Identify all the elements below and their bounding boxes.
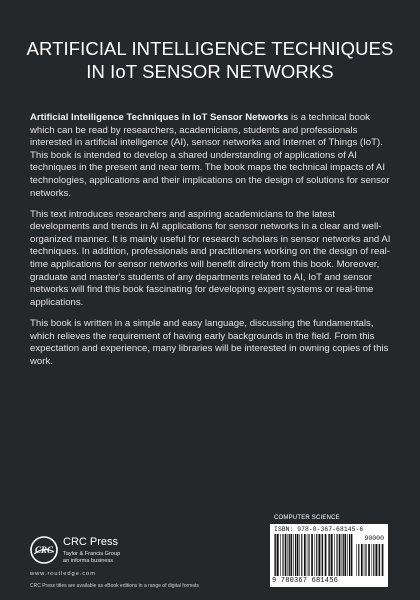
- publisher-tagline: an informa business: [63, 558, 114, 565]
- publisher-group: Taylor & Francis Group: [63, 551, 121, 557]
- book-description: [30, 112, 391, 377]
- isbn-barcode: [270, 524, 388, 587]
- price-barcode-bars-icon: [356, 544, 384, 576]
- title-line-2: IN IoT SENSOR NETWORKS: [86, 61, 334, 82]
- isbn-label: ISBN: 978-0-367-68145-6: [274, 526, 364, 533]
- publisher-subtitle: [63, 551, 120, 566]
- logo-lettering: CRC: [34, 545, 54, 555]
- description-paragraph-1: [30, 112, 391, 200]
- barcode-digits: 9 780367 681456: [272, 577, 339, 585]
- book-title-inline: Artificial Intelligence Techniques in IoT Sensor Networks: [30, 112, 289, 123]
- barcode-bars-icon: [274, 534, 354, 576]
- description-paragraph-1-text: is a technical book which can be read by researchers, academicians, students and professionals interested in artificial intelligence (AI), sensor networks and Internet of Things (IoT). This book is intended to develop a shared understanding of applications of AI techniques in the present and near term. The book maps the technical impacts of AI technologies, applications and their implications on the design of solutions for sensor networks.: [30, 112, 390, 199]
- publisher-name: CRC Press: [63, 536, 119, 548]
- subject-category: COMPUTER SCIENCE: [274, 515, 340, 521]
- description-paragraph-3: This book is written in a simple and easy language, discussing the fundamentals, which relieves the requirement of having early backgrounds in the field. From this expectation and experience, many libraries will be interested in owning copies of this work.: [30, 317, 389, 367]
- crc-press-logo-icon: [30, 536, 58, 564]
- price-code: 90000: [364, 535, 384, 542]
- book-title: [20, 37, 400, 83]
- ebook-availability-note: CRC Press titles are available as eBook editions in a range of digital formats: [30, 583, 199, 589]
- description-paragraph-2: This text introduces researchers and aspiring academicians to the latest developments and trends in AI applications for sensor networks in a clear and well-organized manner. It is mainly useful for research scholars in sensor networks and AI techniques. In addition, professionals and practitioners working on the design of real-time applications for sensor networks will benefit directly from this book. Moreover, graduate and master's students of any departments related to AI, IoT and sensor networks will find this book fascinating for developing expert systems or real-time applications.: [30, 208, 391, 308]
- publisher-website: www.routledge.com: [30, 571, 96, 577]
- title-line-1: ARTIFICIAL INTELLIGENCE TECHNIQUES: [26, 38, 394, 59]
